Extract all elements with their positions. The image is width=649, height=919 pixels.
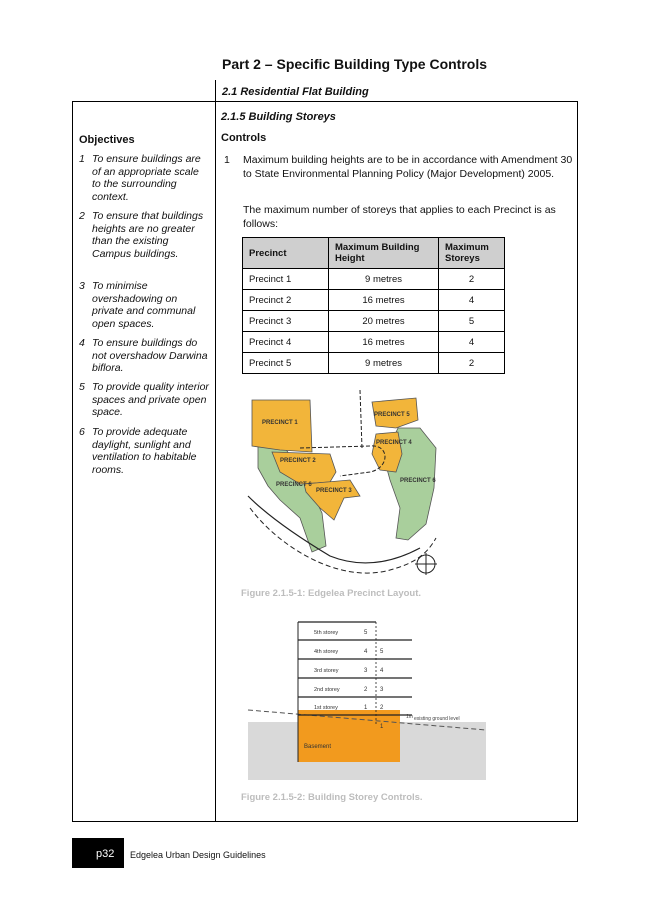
objective-text: To ensure that buildings heights are no greater than the existing Campus buildings.: [92, 210, 204, 260]
storey-number: 2: [364, 687, 368, 693]
storey-label: 4th storey: [314, 649, 339, 655]
table-cell: 2: [439, 269, 505, 290]
box-top-border: [72, 101, 578, 102]
header-divider: [215, 80, 216, 101]
control-number: 1: [224, 154, 230, 166]
table-row: [243, 290, 505, 311]
page-number: p32: [96, 848, 115, 860]
table-cell: Precinct 2: [243, 290, 329, 311]
precinct-layout-map: [240, 388, 440, 580]
precinct-label: PRECINCT 3: [316, 488, 352, 494]
precinct-label: PRECINCT 6: [400, 478, 436, 484]
storey-number: 1: [364, 705, 368, 711]
table-row: [243, 311, 505, 332]
basement-label: Basement: [304, 744, 332, 750]
objective-item: [79, 153, 209, 203]
storey-number: 2: [380, 705, 384, 711]
table-row: [243, 353, 505, 374]
objective-number: 5: [79, 381, 85, 393]
dimension-label: 1m: [406, 714, 413, 720]
table-cell: 16 metres: [329, 290, 439, 311]
figure-1-caption: Figure 2.1.5-1: Edgelea Precinct Layout.: [241, 588, 422, 599]
table-cell: 20 metres: [329, 311, 439, 332]
storey-number: 3: [364, 668, 368, 674]
table-cell: 2: [439, 353, 505, 374]
section-title: 2.1 Residential Flat Building: [222, 86, 369, 98]
box-left-border: [72, 101, 73, 822]
objective-number: 6: [79, 426, 85, 438]
table-header-cell: Maximum Storeys: [439, 238, 505, 269]
page-title: Part 2 – Specific Building Type Controls: [222, 56, 488, 72]
table-cell: Precinct 3: [243, 311, 329, 332]
table-cell: 4: [439, 332, 505, 353]
storey-number: 5: [380, 649, 384, 655]
objective-item: [79, 381, 209, 419]
controls-heading: Controls: [221, 132, 267, 144]
precinct-label: PRECINCT 5: [374, 412, 410, 418]
storey-label: 3rd storey: [314, 668, 339, 674]
objective-text: To minimise overshadowing on private and communal open spaces.: [92, 280, 196, 330]
control-item: [224, 153, 574, 181]
objective-item: [79, 210, 209, 260]
precinct-table: [242, 237, 505, 374]
objectives-heading: Objectives: [79, 134, 135, 146]
building-storey-diagram: [246, 610, 490, 782]
table-cell: 9 metres: [329, 353, 439, 374]
objective-number: 3: [79, 280, 85, 292]
table-cell: 4: [439, 290, 505, 311]
table-cell: 9 metres: [329, 269, 439, 290]
control-followup-text: The maximum number of storeys that applies to each Precinct is as follows:: [243, 204, 556, 230]
table-header-row: [243, 238, 505, 269]
internal-road: [360, 390, 362, 448]
objective-number: 4: [79, 337, 85, 349]
objective-item: [79, 426, 209, 476]
objective-text: To ensure buildings do not overshadow Darwina biflora.: [92, 337, 208, 374]
objective-item: [79, 337, 209, 375]
table-cell: Precinct 5: [243, 353, 329, 374]
table-row: [243, 269, 505, 290]
table-cell: Precinct 4: [243, 332, 329, 353]
objective-text: To provide quality interior spaces and private open space.: [92, 381, 209, 418]
column-divider: [215, 101, 216, 822]
precinct-label: PRECINCT 6: [276, 482, 312, 488]
table-header-cell: Precinct: [243, 238, 329, 269]
precinct-label: PRECINCT 1: [262, 420, 298, 426]
objective-number: 2: [79, 210, 85, 222]
table-cell: Precinct 1: [243, 269, 329, 290]
table-cell: 16 metres: [329, 332, 439, 353]
objective-number: 1: [79, 153, 85, 165]
precinct-label: PRECINCT 4: [376, 440, 412, 446]
objective-item: [79, 280, 209, 330]
storey-number: 4: [380, 668, 384, 674]
table-cell: 5: [439, 311, 505, 332]
basement-area: [298, 710, 400, 762]
ground-level-label: existing ground level: [414, 716, 460, 722]
storey-label: 2nd storey: [314, 687, 340, 693]
subsection-title: 2.1.5 Building Storeys: [221, 111, 336, 123]
storey-number: 3: [380, 687, 384, 693]
table-header-cell: Maximum Building Height: [329, 238, 439, 269]
storey-number: 4: [364, 649, 368, 655]
box-bottom-border: [72, 821, 578, 822]
figure-2-caption: Figure 2.1.5-2: Building Storey Controls.: [241, 792, 423, 803]
control-text: Maximum building heights are to be in accordance with Amendment 30 to State Environmental Planning Policy (Major Development) 2005.: [243, 154, 573, 180]
table-row: [243, 332, 505, 353]
objective-text: To ensure buildings are of an appropriate scale to the surrounding context.: [92, 153, 201, 203]
storey-number: 5: [364, 630, 368, 636]
objective-text: To provide adequate daylight, sunlight and ventilation to habitable rooms.: [92, 426, 197, 476]
footer-title: Edgelea Urban Design Guidelines: [130, 850, 266, 860]
precinct-4-area: [372, 432, 402, 472]
precinct-1-area: [252, 400, 312, 452]
storey-label: 1st storey: [314, 705, 338, 711]
storey-label: 5th storey: [314, 630, 339, 636]
storey-number: 1: [380, 724, 384, 730]
north-arrow-icon: [415, 553, 437, 575]
precinct-label: PRECINCT 2: [280, 458, 316, 464]
